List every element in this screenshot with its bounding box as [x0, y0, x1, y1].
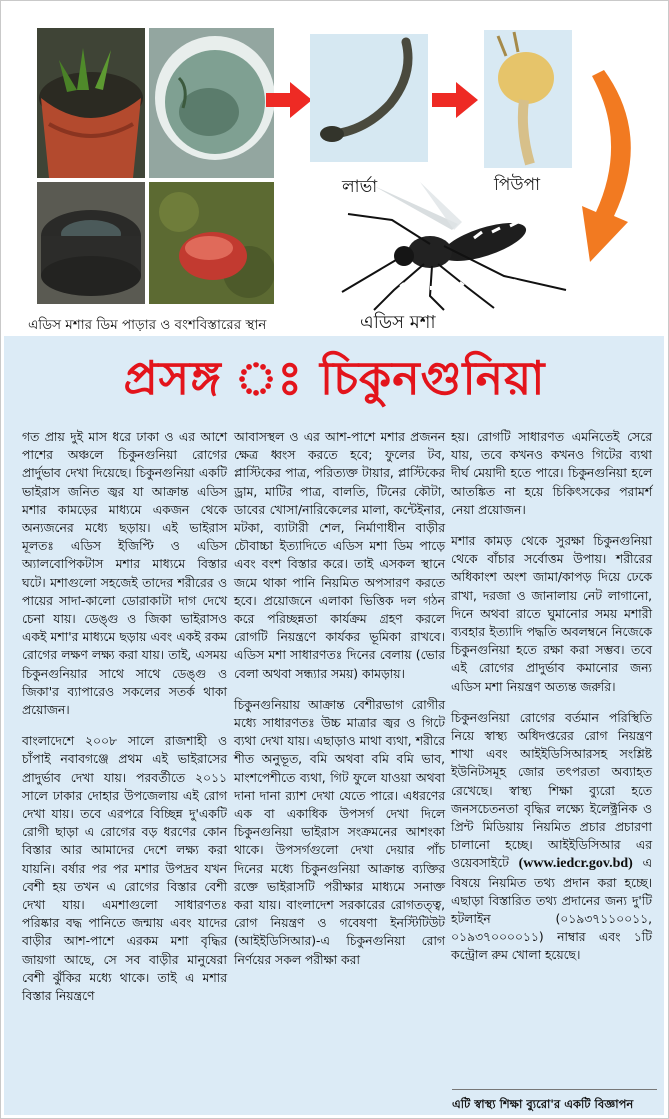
article-column-3: [451, 428, 652, 978]
header-illustration: [4, 4, 664, 336]
mosquito-label: এডিস মশা: [360, 312, 436, 333]
paragraph: বাংলাদেশে ২০০৮ সালে রাজশাহী ও চাঁপাই নবাবগঞ্জে প্রথম এই ভাইরাসের প্রাদুর্ভাব দেখা যায়। পরবর্তীতে ২০১১ সালে ঢাকার দোহার উপজেলায় এই রোগ দেখা যায়। তবে এরপরে বিচ্ছিন্ন দু'একটি রোগী ছাড়া এ রোগের বড় ধরণের কোন বিস্তার আর আমাদের দেশে লক্ষ্য করা যায়নি। বর্ষার পর পর মশার উপদ্রব যখন বেশী হয় তখন এ রোগের বিস্তার বেশী দেখা যায়। এমশাগুলো সাধারণতঃ পরিষ্কার বদ্ধ পানিতে জন্মায় এবং যাদের বাড়ীর আশ-পাশে এরকম মশা বৃদ্ধির জায়গা আছে, সে সব বাড়ীর মানুষেরা বেশী ঝুঁকির মধ্যে থাকে। তাই এ মশার বিস্তার নিয়ন্ত্রণে: [22, 734, 227, 1004]
arrow-right-icon: [266, 80, 312, 120]
page-title: প্রসঙ্গ ঃ চিকুনগুনিয়া: [123, 351, 546, 405]
advertisement-credit: এটি স্বাস্থ্য শিক্ষা ব্যুরো'র একটি বিজ্ঞাপন: [452, 1089, 657, 1115]
paragraph-text: চিকুনগুনিয়া রোগের বর্তমান পরিস্থিতি নিয়ে স্বাস্থ্য অধিদপ্তরের রোগ নিয়ন্ত্রণ শাখা এবং আইইডিসিআরসহ সংশ্লিষ্ট ইউনিটসমূহ জোর তৎপরতা অব্যাহত রেখেছে। স্বাস্থ্য শিক্ষা ব্যুরো হতে জনসচেতনতা বৃদ্ধির লক্ষ্যে ইলেক্ট্রনিক ও প্রিন্ট মিডিয়ায় নিয়মিত প্রচার প্রচারণা চালানো হচ্ছে। আইইডিসিআর এর ওয়েবসাইটে: [451, 710, 652, 871]
paragraph: মশার কামড় থেকে সুরক্ষা চিকুনগুনিয়া থেকে বাঁচার সর্বোত্তম উপায়। শরীরের অধিকাংশ অংশ জামা/কাপড় দিয়ে ঢেকে রাখা, দরজা ও জানালায় নেট লাগানো, দিনে অথবা রাতে ঘুমানোর সময় মশারী ব্যবহার ইত্যাদি পদ্ধতি অবলম্বনে নিজেকে চিকুনগুনিয়া হতে রক্ষা করা সম্ভব। তবে এই রোগের প্রাদুর্ভাব কমানোর জন্য এডিস মশা নিয়ন্ত্রণ অত্যন্ত জরুরি।: [451, 534, 652, 694]
breeding-site-caption: এডিস মশার ডিম পাড়ার ও বংশবিস্তারের স্থান: [28, 317, 267, 333]
paragraph: হয়। রোগটি সাধারণত এমনিতেই সেরে যায়, তবে কখনও কখনও গিটের ব্যথা দীর্ঘ মেয়াদী হতে পারে। চিকুনগুনিয়া হলে আতঙ্কিত না হয়ে চিকিৎসকের পরামর্শ নেয়া প্রয়োজন।: [451, 430, 652, 517]
photo-broken-pot: [149, 182, 274, 304]
photo-tires: [37, 182, 145, 304]
paragraph: [451, 709, 652, 965]
paragraph-text: এ বিষয়ে নিয়মিত তথ্য প্রদান করা হচ্ছে। এছাড়া বিস্তারিত তথ্য প্রদানের জন্য দু'টি হটলাইন (০১৯৩৭১১০০১১, ০১৯৩৭০০০০১১) নাম্বার এবং ১টি কন্ট্রোল রুম খোলা হয়েছে।: [451, 856, 652, 963]
curved-arrow-icon: [574, 66, 654, 266]
paragraph: গত প্রায় দুই মাস ধরে ঢাকা ও এর আশে পাশের অঞ্চলে চিকুনগুনিয়া রোগের প্রার্দুভাব দেখা দিয়েছে। চিকুনগুনিয়া একটি ভাইরাস জনিত জ্বর যা আক্রান্ত এডিস মশার কামড়ের মাধ্যমে একজন থেকে অন্যজনের মধ্যে ছড়ায়। এই ভাইরাস মূলতঃ এডিস ইজিপ্টি ও এডিস অ্যালবোপিকটাস মশার মাধ্যমে বিস্তার ঘটে। মশাগুলো সহজেই তাদের শরীরের ও পায়ের সাদা-কালো ডোরাকাটা দাগ দেখে চেনা যায়। ডেঙ্গু ও জিকা ভাইরাসও একই মশা'র মাধ্যমে ছড়ায় এবং একই রকম রোগের লক্ষণ লক্ষ্য করা যায়। তাই, এসময় চিকুনগুনিয়ার সাথে সাথে ডেঙ্গু ও জিকা'র ব্যাপারেও সকলের সতর্ক থাকা প্রয়োজন।: [22, 430, 227, 718]
larva-label: লার্ভা: [342, 177, 378, 197]
website-link[interactable]: (www.iedcr.gov.bd): [518, 856, 633, 872]
article-column-2: [234, 428, 445, 982]
article-column-1: [22, 428, 227, 1018]
paragraph: আবাসস্থল ও এর আশ-পাশে মশার প্রজনন ক্ষেত্র ধ্বংস করতে হবে; ফুলের টব, প্লাস্টিকের পাত্র, পরিত্যক্ত টায়ার, প্লাস্টিকের ড্রাম, মাটির পাত্র, বালতি, টিনের কৌটা, ডাবের খোসা/নারিকেলের মালা, কন্টেইনার, মটকা, ব্যাটারী শেল, নির্মাণাধীন বাড়ীর চৌবাচ্চা ইত্যাদিতে এডিস মশা ডিম পাড়ে এবং বংশ বিস্তার করে। তাই এসকল স্থানে জমে থাকা পানি নিয়মিত অপসারণ করতে হবে। প্রয়োজনে এলাকা ভিত্তিক দল গঠন করে পরিচ্ছন্নতা কার্যক্রম গ্রহণ করলে রোগটি নিয়ন্ত্রণে কার্যকর ভূমিকা রাখবে। এডিস মশা সাধারণতঃ দিনের বেলায় (ভোর বেলা অথবা সন্ধ্যার সময়) কামড়ায়।: [234, 430, 445, 681]
larva-image: [310, 34, 428, 162]
pupa-label: পিউপা: [494, 175, 541, 195]
mosquito-icon: [334, 180, 574, 312]
photo-water-bucket: [149, 28, 274, 178]
paragraph: চিকুনগুনিয়ায় আক্রান্ত বেশীরভাগ রোগীর মধ্যে সাধারণতঃ উচ্চ মাত্রার জ্বর ও গিটে ব্যথা দেখা যায়। এছাড়াও মাথা ব্যথা, শরীরে শীত অনুভূত, বমি অথবা বমি বমি ভাব, মাংশপেশীতে ব্যথা, গিট ফুলে যাওয়া অথবা দানা দানা র‍্যাশ দেখা যেতে পারে। এধরণের এক বা একাধিক উপসর্গ দেখা দিলে চিকুনগুনিয়া ভাইরাস সংক্রমনের আশংকা থাকে। উপসর্গগুলো দেখা দেয়ার পাঁচ দিনের মধ্যে চিকুনগুনিয়া আক্রান্ত ব্যক্তির রক্তে ভাইরাসটি পরীক্ষার মাধ্যমে সনাক্ত করা যায়। বাংলাদেশ সরকারের রোগতত্ত্ব, রোগ নিয়ন্ত্রণ ও গবেষণা ইনস্টিটিউট (আইইডিসিআর)-এ চিকুনগুনিয়া রোগ নির্ণয়ের সকল পরীক্ষা করা: [234, 697, 445, 967]
photo-flower-pot: [37, 28, 145, 178]
arrow-right-icon: [432, 80, 478, 120]
pupa-image: [484, 30, 572, 168]
